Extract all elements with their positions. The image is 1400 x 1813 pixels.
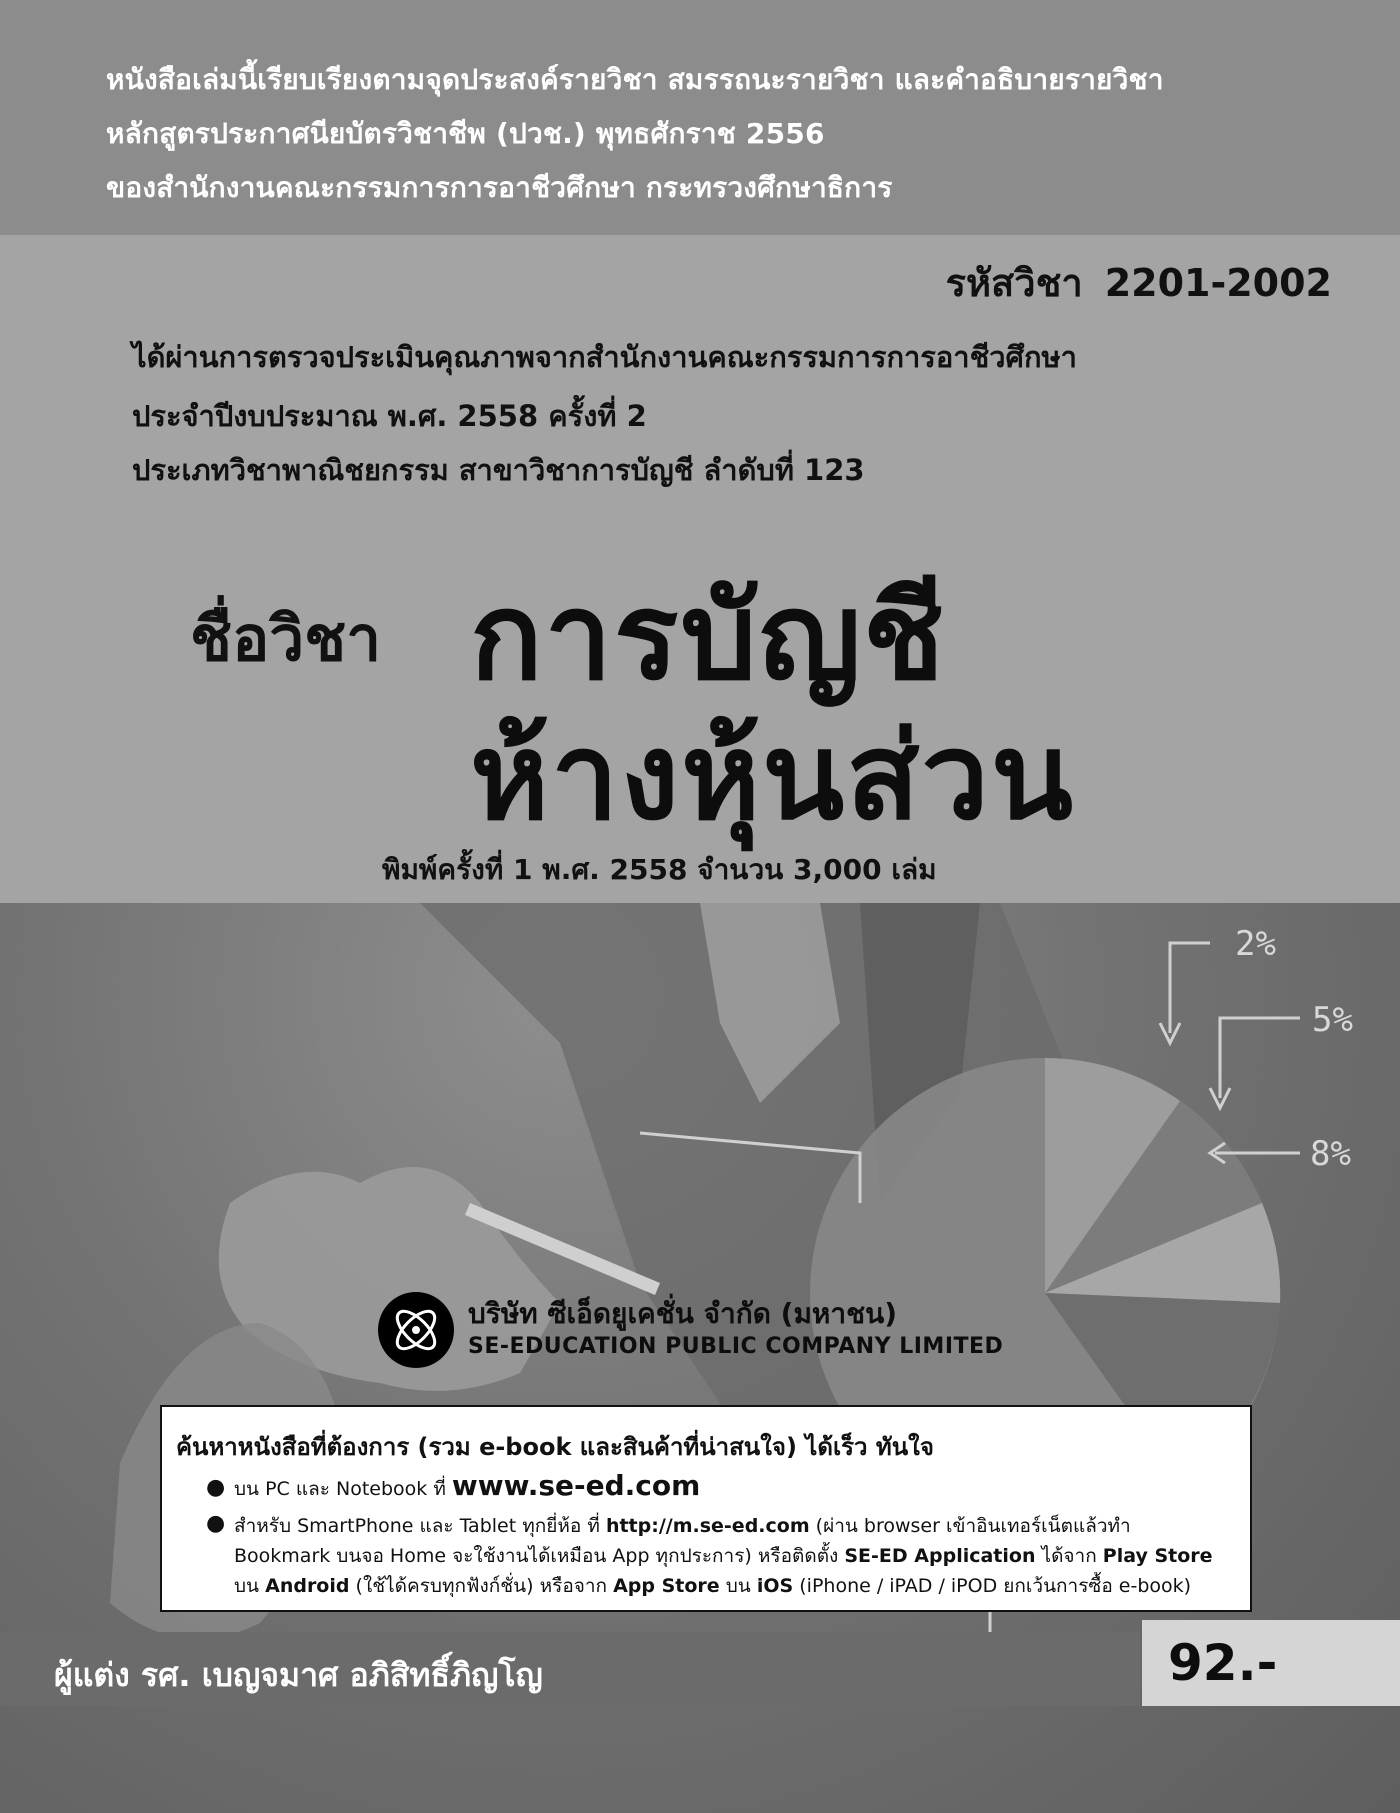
info-bullet-2-line-1 [234,1511,1131,1541]
approval-line-3: ประเภทวิชาพาณิชยกรรม สาขาวิชาการบัญชี ลำดับที่ 123 [132,453,865,487]
price: 92.- [1168,1634,1278,1692]
info-b2-l2-b: ได้จาก [1041,1545,1097,1567]
header-line-2: หลักสูตรประกาศนียบัตรวิชาชีพ (ปวช.) พุทธศักราช 2556 [106,117,825,150]
info-b2-appstore: App Store [613,1575,720,1597]
subject-label: ชื่อวิชา [190,602,382,675]
course-code-value: 2201-2002 [1104,261,1332,305]
info-b2-l3-a: บน [234,1575,260,1597]
info-b1-prefix: บน PC และ Notebook ที่ [234,1478,446,1500]
info-b2-l3-d: (iPhone / iPAD / iPOD ยกเว้นการซื้อ e-book) [799,1575,1192,1597]
header-line-3: ของสำนักงานคณะกรรมการการอาชีวศึกษา กระทรวงศึกษาธิการ [106,171,893,204]
header-band [0,0,1400,235]
info-b2-prefix: สำหรับ SmartPhone และ Tablet ทุกยี่ห้อ ที่ [234,1515,600,1537]
bullet-icon: ● [206,1475,226,1500]
chart-label-8pct: 8% [1310,1134,1351,1174]
info-b2-l2-a: Bookmark บนจอ Home จะใช้งานได้เหมือน App ทุกประการ) หรือติดตั้ง [234,1545,839,1567]
chart-label-5pct: 5% [1312,1000,1353,1040]
publisher-name-th: บริษัท ซีเอ็ดยูเคชั่น จำกัด (มหาชน) [468,1297,898,1330]
publisher-block [378,1290,1058,1368]
info-b2-l3-c: บน [725,1575,751,1597]
publisher-name-en: SE-EDUCATION PUBLIC COMPANY LIMITED [468,1334,1004,1359]
author [54,1650,543,1701]
course-code-label: รหัสวิชา [945,261,1083,305]
header-line-1: หนังสือเล่มนี้เรียบเรียงตามจุดประสงค์รายวิชา สมรรถนะรายวิชา และคำอธิบายรายวิชา [106,63,1164,96]
info-bullet-1 [234,1469,700,1504]
book-title-line-1: การบัญชี [470,568,947,707]
author-label: ผู้แต่ง [54,1656,130,1694]
info-b2-store: Play Store [1102,1545,1213,1567]
info-b2-android: Android [265,1575,350,1597]
info-bullet-2-line-3 [234,1571,1191,1601]
approval-line-2: ประจำปีงบประมาณ พ.ศ. 2558 ครั้งที่ 2 [132,399,647,433]
book-title-line-2: ห้างหุ้นส่วน [470,708,1075,847]
info-b2-l3-b: (ใช้ได้ครบทุกฟังก์ชั่น) หรือจาก [355,1575,608,1597]
website-link[interactable]: www.se-ed.com [451,1469,701,1502]
info-b2-app: SE-ED Application [844,1545,1036,1567]
print-info: พิมพ์ครั้งที่ 1 พ.ศ. 2558 จำนวน 3,000 เล่ม [382,853,937,886]
bullet-icon: ● [206,1511,226,1536]
chart-label-2pct: 2% [1235,924,1276,964]
info-b2-ios: iOS [756,1575,794,1597]
info-box [160,1405,1252,1612]
info-title: ค้นหาหนังสือที่ต้องการ (รวม e-book และสินค้าที่น่าสนใจ) ได้เร็ว ทันใจ [176,1433,934,1461]
author-name: รศ. เบญจมาศ อภิสิทธิ์ภิญโญ [140,1656,543,1694]
approval-line-1: ได้ผ่านการตรวจประเมินคุณภาพจากสำนักงานคณะกรรมการการอาชีวศึกษา [132,340,1077,374]
se-ed-logo-icon [378,1292,454,1368]
mobile-site-link[interactable]: http://m.se-ed.com [605,1515,810,1537]
info-bullet-2-line-2 [234,1541,1213,1571]
info-b2-suffix: (ผ่าน browser เข้าอินเทอร์เน็ตแล้วทำ [815,1515,1131,1537]
course-code [946,252,1332,313]
